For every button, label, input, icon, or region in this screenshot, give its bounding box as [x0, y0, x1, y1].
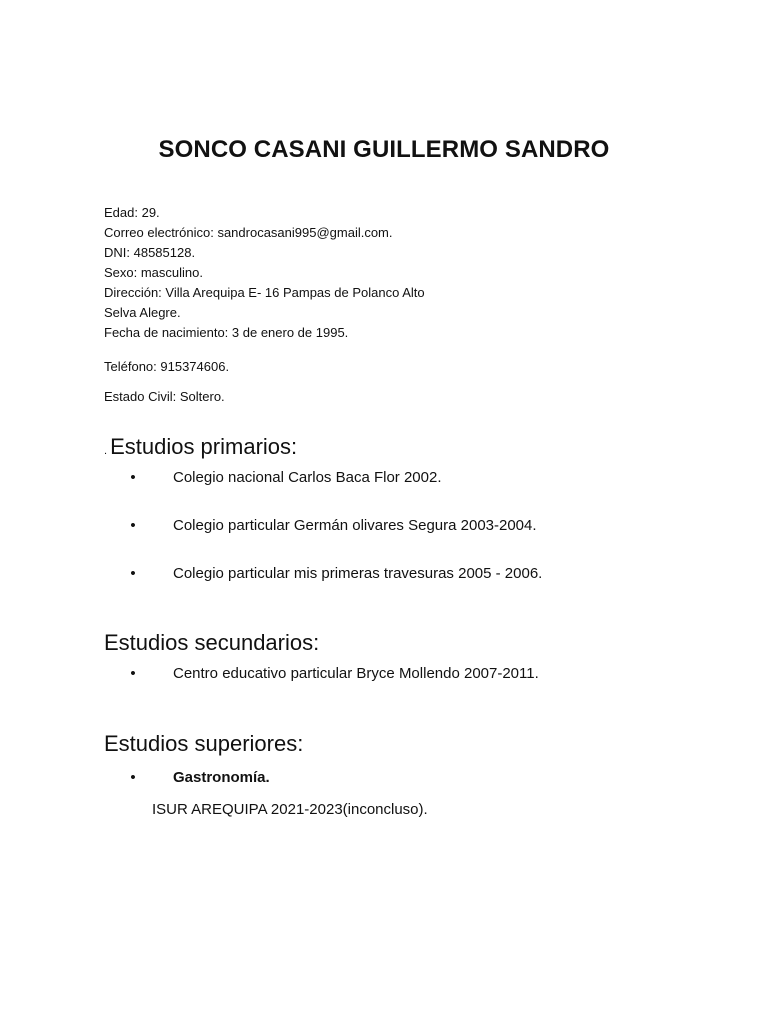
bullet-icon: • [130, 769, 136, 786]
list-item-text: Colegio particular mis primeras travesuras 2005 - 2006. [173, 565, 543, 582]
dni-line: DNI: 48585128. [104, 245, 196, 260]
age-line: Edad: 29. [104, 205, 160, 220]
phone-line: Teléfono: 915374606. [104, 359, 230, 374]
personal-info-block [104, 203, 425, 343]
institution-detail: ISUR AREQUIPA 2021-2023(inconcluso). [152, 801, 428, 818]
bullet-icon: • [130, 469, 136, 486]
birthdate-line: Fecha de nacimiento: 3 de enero de 1995. [104, 325, 349, 340]
bullet-icon: • [130, 517, 136, 534]
heading-dot-prefix: . [104, 445, 108, 457]
list-item [0, 562, 768, 586]
secondary-studies-heading: Estudios secundarios: [104, 630, 320, 655]
list-item-text: Gastronomía. [173, 769, 270, 786]
list-item [0, 766, 768, 790]
email-line: Correo electrónico: sandrocasani995@gmail.com. [104, 225, 393, 240]
list-item-text: Colegio particular Germán olivares Segura 2003-2004. [173, 517, 537, 534]
address-line-continued: Selva Alegre. [104, 305, 181, 320]
list-item [0, 514, 768, 538]
bullet-icon: • [130, 665, 136, 682]
higher-studies-heading: Estudios superiores: [104, 731, 304, 756]
sex-line: Sexo: masculino. [104, 265, 203, 280]
list-item-text: Colegio nacional Carlos Baca Flor 2002. [173, 469, 442, 486]
document-title: SONCO CASANI GUILLERMO SANDRO [158, 136, 610, 163]
primary-studies-heading [104, 434, 297, 460]
list-item [0, 466, 768, 490]
bullet-icon: • [130, 565, 136, 582]
address-line: Dirección: Villa Arequipa E- 16 Pampas de Polanco Alto [104, 285, 425, 300]
list-item-text: Centro educativo particular Bryce Mollendo 2007-2011. [173, 665, 539, 682]
primary-studies-heading-text: Estudios primarios: [110, 434, 298, 459]
list-item [0, 662, 768, 686]
civil-status-line: Estado Civil: Soltero. [104, 389, 225, 404]
